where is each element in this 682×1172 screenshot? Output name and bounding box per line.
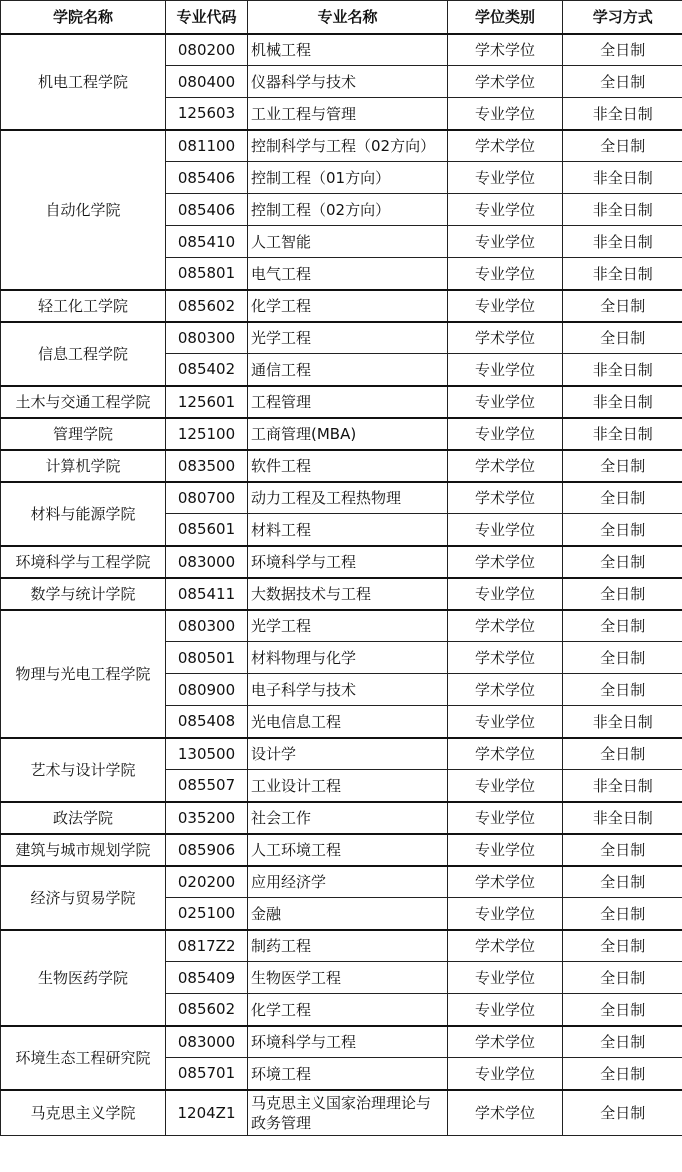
table-row xyxy=(1,322,682,354)
degree-type-cell: 学术学位 xyxy=(448,674,563,706)
code-cell: 020200 xyxy=(166,866,248,898)
degree-type-cell: 学术学位 xyxy=(448,738,563,770)
degree-type-cell: 专业学位 xyxy=(448,962,563,994)
major-cell: 机械工程 xyxy=(248,34,448,66)
degree-type-cell: 专业学位 xyxy=(448,418,563,450)
table-row xyxy=(1,418,682,450)
study-mode-cell: 全日制 xyxy=(563,34,682,66)
major-cell: 光电信息工程 xyxy=(248,706,448,738)
study-mode-cell: 非全日制 xyxy=(563,802,682,834)
code-cell: 085906 xyxy=(166,834,248,866)
college-cell: 机电工程学院 xyxy=(1,34,166,130)
study-mode-cell: 全日制 xyxy=(563,1058,682,1090)
major-cell: 工程管理 xyxy=(248,386,448,418)
code-cell: 080300 xyxy=(166,610,248,642)
degree-type-cell: 专业学位 xyxy=(448,770,563,802)
code-cell: 085409 xyxy=(166,962,248,994)
study-mode-cell: 全日制 xyxy=(563,834,682,866)
table-row xyxy=(1,290,682,322)
major-cell: 环境工程 xyxy=(248,1058,448,1090)
code-cell: 080700 xyxy=(166,482,248,514)
header-college: 学院名称 xyxy=(1,1,166,34)
table-row xyxy=(1,930,682,962)
degree-type-cell: 学术学位 xyxy=(448,866,563,898)
degree-type-cell: 学术学位 xyxy=(448,1090,563,1136)
header-study-mode: 学习方式 xyxy=(563,1,682,34)
table-row xyxy=(1,34,682,66)
college-cell: 生物医药学院 xyxy=(1,930,166,1026)
degree-type-cell: 学术学位 xyxy=(448,482,563,514)
table-row xyxy=(1,866,682,898)
major-cell: 控制工程（01方向） xyxy=(248,162,448,194)
degree-type-cell: 学术学位 xyxy=(448,130,563,162)
study-mode-cell: 全日制 xyxy=(563,962,682,994)
study-mode-cell: 非全日制 xyxy=(563,162,682,194)
study-mode-cell: 全日制 xyxy=(563,66,682,98)
table-row xyxy=(1,130,682,162)
college-cell: 政法学院 xyxy=(1,802,166,834)
college-cell: 自动化学院 xyxy=(1,130,166,290)
code-cell: 125603 xyxy=(166,98,248,130)
major-cell: 电子科学与技术 xyxy=(248,674,448,706)
degree-type-cell: 专业学位 xyxy=(448,226,563,258)
study-mode-cell: 非全日制 xyxy=(563,354,682,386)
degree-type-cell: 学术学位 xyxy=(448,642,563,674)
study-mode-cell: 全日制 xyxy=(563,322,682,354)
major-cell: 动力工程及工程热物理 xyxy=(248,482,448,514)
code-cell: 085801 xyxy=(166,258,248,290)
major-cell: 生物医学工程 xyxy=(248,962,448,994)
code-cell: 080501 xyxy=(166,642,248,674)
college-cell: 信息工程学院 xyxy=(1,322,166,386)
major-cell: 化学工程 xyxy=(248,290,448,322)
major-cell: 工商管理(MBA) xyxy=(248,418,448,450)
table-row xyxy=(1,450,682,482)
major-cell: 制药工程 xyxy=(248,930,448,962)
major-cell: 电气工程 xyxy=(248,258,448,290)
code-cell: 085602 xyxy=(166,994,248,1026)
degree-type-cell: 学术学位 xyxy=(448,450,563,482)
header-row xyxy=(1,1,682,34)
degree-type-cell: 专业学位 xyxy=(448,1058,563,1090)
code-cell: 083000 xyxy=(166,546,248,578)
study-mode-cell: 全日制 xyxy=(563,1026,682,1058)
code-cell: 085406 xyxy=(166,162,248,194)
degree-type-cell: 学术学位 xyxy=(448,34,563,66)
degree-type-cell: 学术学位 xyxy=(448,610,563,642)
table-body xyxy=(1,34,682,1136)
college-cell: 数学与统计学院 xyxy=(1,578,166,610)
table-row xyxy=(1,482,682,514)
table-row xyxy=(1,738,682,770)
degree-type-cell: 专业学位 xyxy=(448,258,563,290)
degree-type-cell: 专业学位 xyxy=(448,706,563,738)
college-cell: 经济与贸易学院 xyxy=(1,866,166,930)
code-cell: 085410 xyxy=(166,226,248,258)
major-cell: 人工环境工程 xyxy=(248,834,448,866)
code-cell: 1204Z1 xyxy=(166,1090,248,1136)
table-row xyxy=(1,834,682,866)
major-cell: 光学工程 xyxy=(248,610,448,642)
degree-type-cell: 学术学位 xyxy=(448,322,563,354)
degree-type-cell: 专业学位 xyxy=(448,578,563,610)
college-cell: 环境生态工程研究院 xyxy=(1,1026,166,1090)
study-mode-cell: 全日制 xyxy=(563,866,682,898)
header-code: 专业代码 xyxy=(166,1,248,34)
code-cell: 081100 xyxy=(166,130,248,162)
table-row xyxy=(1,802,682,834)
table-row xyxy=(1,610,682,642)
code-cell: 085411 xyxy=(166,578,248,610)
study-mode-cell: 非全日制 xyxy=(563,98,682,130)
major-cell: 金融 xyxy=(248,898,448,930)
major-cell: 控制工程（02方向） xyxy=(248,194,448,226)
header-degree-type: 学位类别 xyxy=(448,1,563,34)
degree-type-cell: 学术学位 xyxy=(448,930,563,962)
code-cell: 085406 xyxy=(166,194,248,226)
major-cell: 通信工程 xyxy=(248,354,448,386)
major-cell: 仪器科学与技术 xyxy=(248,66,448,98)
college-cell: 马克思主义学院 xyxy=(1,1090,166,1136)
degree-type-cell: 学术学位 xyxy=(448,546,563,578)
table-row xyxy=(1,546,682,578)
major-cell: 环境科学与工程 xyxy=(248,1026,448,1058)
degree-type-cell: 专业学位 xyxy=(448,194,563,226)
degree-type-cell: 专业学位 xyxy=(448,514,563,546)
college-cell: 土木与交通工程学院 xyxy=(1,386,166,418)
study-mode-cell: 非全日制 xyxy=(563,418,682,450)
major-cell: 马克思主义国家治理理论与政务管理 xyxy=(248,1090,448,1136)
major-cell: 控制科学与工程（02方向） xyxy=(248,130,448,162)
degree-type-cell: 专业学位 xyxy=(448,162,563,194)
major-cell: 设计学 xyxy=(248,738,448,770)
code-cell: 125100 xyxy=(166,418,248,450)
degree-type-cell: 专业学位 xyxy=(448,802,563,834)
study-mode-cell: 全日制 xyxy=(563,1090,682,1136)
study-mode-cell: 非全日制 xyxy=(563,386,682,418)
degree-type-cell: 专业学位 xyxy=(448,98,563,130)
major-cell: 材料工程 xyxy=(248,514,448,546)
study-mode-cell: 非全日制 xyxy=(563,226,682,258)
major-cell: 软件工程 xyxy=(248,450,448,482)
table-row xyxy=(1,1090,682,1136)
code-cell: 085507 xyxy=(166,770,248,802)
college-cell: 管理学院 xyxy=(1,418,166,450)
code-cell: 080300 xyxy=(166,322,248,354)
table-row xyxy=(1,386,682,418)
study-mode-cell: 全日制 xyxy=(563,930,682,962)
study-mode-cell: 非全日制 xyxy=(563,770,682,802)
college-cell: 建筑与城市规划学院 xyxy=(1,834,166,866)
study-mode-cell: 全日制 xyxy=(563,450,682,482)
college-cell: 计算机学院 xyxy=(1,450,166,482)
degree-type-cell: 专业学位 xyxy=(448,290,563,322)
code-cell: 080400 xyxy=(166,66,248,98)
study-mode-cell: 全日制 xyxy=(563,994,682,1026)
major-cell: 工业工程与管理 xyxy=(248,98,448,130)
degree-type-cell: 专业学位 xyxy=(448,898,563,930)
study-mode-cell: 全日制 xyxy=(563,898,682,930)
header-major: 专业名称 xyxy=(248,1,448,34)
degree-type-cell: 专业学位 xyxy=(448,354,563,386)
major-cell: 大数据技术与工程 xyxy=(248,578,448,610)
college-cell: 艺术与设计学院 xyxy=(1,738,166,802)
major-cell: 社会工作 xyxy=(248,802,448,834)
study-mode-cell: 全日制 xyxy=(563,674,682,706)
code-cell: 085701 xyxy=(166,1058,248,1090)
major-cell: 材料物理与化学 xyxy=(248,642,448,674)
code-cell: 080900 xyxy=(166,674,248,706)
table-row xyxy=(1,1026,682,1058)
major-cell: 应用经济学 xyxy=(248,866,448,898)
code-cell: 083000 xyxy=(166,1026,248,1058)
major-cell: 环境科学与工程 xyxy=(248,546,448,578)
study-mode-cell: 非全日制 xyxy=(563,706,682,738)
code-cell: 035200 xyxy=(166,802,248,834)
major-cell: 人工智能 xyxy=(248,226,448,258)
study-mode-cell: 全日制 xyxy=(563,546,682,578)
code-cell: 130500 xyxy=(166,738,248,770)
study-mode-cell: 非全日制 xyxy=(563,194,682,226)
code-cell: 0817Z2 xyxy=(166,930,248,962)
major-cell: 光学工程 xyxy=(248,322,448,354)
code-cell: 025100 xyxy=(166,898,248,930)
degree-type-cell: 学术学位 xyxy=(448,1026,563,1058)
study-mode-cell: 全日制 xyxy=(563,482,682,514)
study-mode-cell: 全日制 xyxy=(563,610,682,642)
college-cell: 环境科学与工程学院 xyxy=(1,546,166,578)
code-cell: 085408 xyxy=(166,706,248,738)
study-mode-cell: 全日制 xyxy=(563,642,682,674)
degree-type-cell: 专业学位 xyxy=(448,386,563,418)
college-cell: 轻工化工学院 xyxy=(1,290,166,322)
college-cell: 材料与能源学院 xyxy=(1,482,166,546)
study-mode-cell: 全日制 xyxy=(563,738,682,770)
study-mode-cell: 全日制 xyxy=(563,578,682,610)
major-cell: 化学工程 xyxy=(248,994,448,1026)
college-cell: 物理与光电工程学院 xyxy=(1,610,166,738)
degree-type-cell: 专业学位 xyxy=(448,994,563,1026)
major-cell: 工业设计工程 xyxy=(248,770,448,802)
study-mode-cell: 全日制 xyxy=(563,514,682,546)
code-cell: 085402 xyxy=(166,354,248,386)
table-row xyxy=(1,578,682,610)
code-cell: 080200 xyxy=(166,34,248,66)
degree-type-cell: 专业学位 xyxy=(448,834,563,866)
code-cell: 085602 xyxy=(166,290,248,322)
code-cell: 125601 xyxy=(166,386,248,418)
code-cell: 085601 xyxy=(166,514,248,546)
study-mode-cell: 全日制 xyxy=(563,290,682,322)
code-cell: 083500 xyxy=(166,450,248,482)
study-mode-cell: 全日制 xyxy=(563,130,682,162)
study-mode-cell: 非全日制 xyxy=(563,258,682,290)
degree-type-cell: 学术学位 xyxy=(448,66,563,98)
